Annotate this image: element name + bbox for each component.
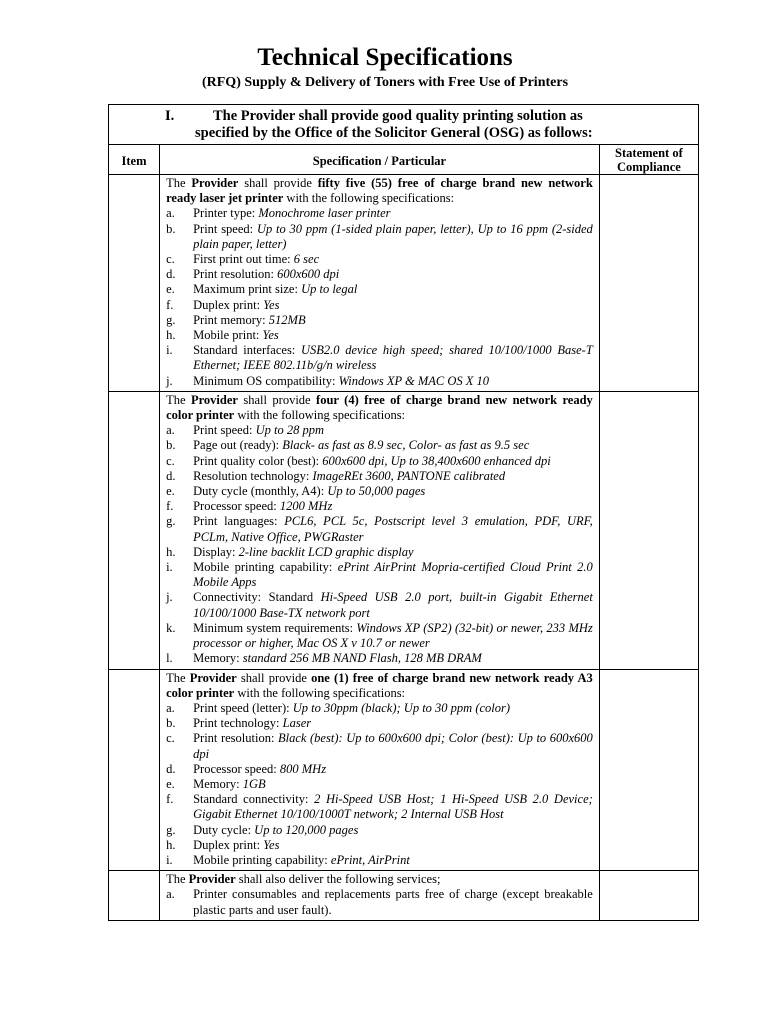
column-header-statement (599, 145, 698, 175)
intro-segment: shall provide (238, 176, 318, 190)
spec-label: Standard connectivity: (193, 792, 315, 807)
spec-value: 600x600 dpi, Up to 38,400x600 enhanced dpi (322, 453, 551, 468)
table-row (109, 391, 699, 669)
statement-of-compliance-cell (599, 391, 698, 669)
spec-value: 2 Hi-Speed USB Host; 1 Hi-Speed USB 2.0 Device; Gigabit Ethernet 10/100/1000T network; 2 Internal USB Host (193, 792, 593, 822)
list-item (166, 423, 593, 438)
list-marker: g. (166, 822, 176, 837)
list-item (166, 328, 593, 343)
spec-label: Resolution technology: (193, 468, 313, 483)
intro-segment: Provider (188, 872, 236, 887)
list-item (166, 313, 593, 328)
list-item-text (193, 469, 593, 484)
statement-of-compliance-cell (599, 669, 698, 871)
list-marker: e. (166, 282, 175, 297)
spec-value: ePrint, AirPrint (330, 852, 410, 867)
spec-label: Mobile printing capability: (193, 852, 331, 867)
intro-segment: The (166, 176, 192, 190)
spec-value: Up to 30ppm (black); Up to 30 ppm (color) (292, 700, 511, 715)
list-item-text (193, 792, 593, 822)
list-marker: a. (166, 206, 175, 221)
list-marker: b. (166, 716, 176, 731)
specification-cell (160, 391, 600, 669)
list-item (166, 222, 593, 252)
intro-segment: The (166, 872, 189, 887)
spec-label: Mobile printing capability: (193, 560, 338, 575)
item-cell (109, 871, 160, 921)
specification-intro (166, 872, 593, 887)
list-item-text (193, 328, 593, 343)
spec-value: 800 MHz (279, 761, 327, 776)
intro-segment: Provider (189, 670, 237, 685)
specification-intro (166, 176, 593, 206)
list-item-text (193, 252, 593, 267)
list-item-text (193, 731, 593, 761)
list-item (166, 853, 593, 868)
spec-value: 1200 MHz (279, 499, 333, 514)
column-header-statement-line1: Statement of (615, 146, 683, 160)
intro-segment: fifty five (55) free of charge brand new network ready laser jet printer (166, 176, 593, 206)
item-cell (109, 669, 160, 871)
spec-label: Duty cycle (monthly, A4): (193, 484, 328, 499)
list-item-text (193, 838, 593, 853)
list-item (166, 716, 593, 731)
spec-label: Print technology: (193, 716, 283, 731)
column-header-statement-line2: Compliance (616, 160, 681, 174)
spec-label: Print quality color (best): (193, 453, 323, 468)
list-marker: j. (166, 590, 173, 605)
list-item (166, 560, 593, 590)
list-marker: c. (166, 731, 175, 746)
spec-value: Up to 120,000 pages (254, 822, 359, 837)
table-row (109, 871, 699, 921)
list-item-text (193, 716, 593, 731)
specification-cell (160, 669, 600, 871)
list-item (166, 267, 593, 282)
list-item (166, 792, 593, 822)
list-item (166, 469, 593, 484)
list-item (166, 282, 593, 297)
list-marker: c. (166, 252, 175, 267)
document-subtitle: (RFQ) Supply & Delivery of Toners with Free Use of Printers (201, 75, 569, 90)
list-marker: g. (166, 312, 176, 327)
specification-list (166, 423, 593, 666)
spec-value: Monochrome laser printer (258, 206, 391, 221)
list-item-text (193, 298, 593, 313)
section-header-row (109, 105, 699, 145)
list-item (166, 887, 593, 917)
list-item (166, 343, 593, 373)
list-item-text (193, 484, 593, 499)
spec-label: Page out (ready): (193, 438, 283, 453)
spec-value: 600x600 dpi (277, 267, 340, 282)
column-header-item: Item (109, 145, 160, 175)
list-marker: j. (166, 373, 173, 388)
specification-intro (166, 393, 593, 423)
list-marker: i. (166, 560, 173, 575)
spec-label: Print speed (letter): (193, 700, 293, 715)
list-item-text (193, 590, 593, 620)
list-marker: e. (166, 776, 175, 791)
list-item-text (193, 701, 593, 716)
list-item (166, 651, 593, 666)
spec-value: Windows XP (SP2) (32-bit) or newer, 233 MHz processor or higher, Mac OS X v 10.7 or newer (193, 620, 593, 651)
list-item (166, 838, 593, 853)
spec-value: Black- as fast as 8.9 sec, Color- as fast as 9.5 sec (282, 438, 530, 453)
spec-value: Up to 30 ppm (1-sided plain paper, letter), Up to 16 ppm (2-sided plain paper, letter) (193, 221, 593, 251)
list-marker: h. (166, 544, 176, 559)
spec-value: Windows XP & MAC OS X 10 (338, 373, 490, 388)
list-marker: c. (166, 453, 175, 468)
list-item-text (193, 454, 593, 469)
list-item-text (193, 545, 593, 560)
spec-label: Print speed: (193, 221, 257, 236)
list-marker: l. (166, 651, 173, 666)
intro-segment: The (166, 670, 190, 685)
spec-value: Yes (263, 837, 280, 852)
list-item-text (193, 282, 593, 297)
list-marker: a. (166, 423, 175, 438)
list-marker: d. (166, 761, 176, 776)
specification-cell (160, 871, 600, 921)
list-item (166, 252, 593, 267)
list-marker: d. (166, 267, 176, 282)
list-item (166, 762, 593, 777)
list-item (166, 206, 593, 221)
section-number: I. (165, 108, 175, 124)
section-heading-line2: specified by the Office of the Solicitor General (OSG) as follows: (195, 125, 593, 141)
spec-label: First print out time: (193, 252, 294, 267)
spec-label: Print languages: (193, 514, 285, 529)
list-item (166, 454, 593, 469)
intro-segment: Provider (190, 392, 238, 407)
list-item-text (193, 823, 593, 838)
spec-value: USB2.0 device high speed; shared 10/100/1000 Base-T Ethernet; IEEE 802.11b/g/n wireless (193, 343, 593, 373)
spec-label: Duplex print: (193, 837, 264, 852)
item-cell (109, 175, 160, 392)
spec-label: Processor speed: (193, 761, 280, 776)
list-item (166, 590, 593, 620)
list-item (166, 823, 593, 838)
list-item (166, 374, 593, 389)
list-marker: f. (166, 792, 174, 807)
item-cell (109, 391, 160, 669)
list-marker: h. (166, 837, 176, 852)
intro-segment: with the following specifications: (234, 685, 406, 700)
list-item-text (193, 343, 593, 373)
list-marker: e. (166, 484, 175, 499)
table-row (109, 175, 699, 392)
list-item (166, 777, 593, 792)
spec-label: Memory: (193, 651, 243, 666)
spec-value: ImageREt 3600, PANTONE calibrated (312, 468, 506, 483)
table-row (109, 669, 699, 871)
list-marker: i. (166, 852, 173, 867)
spec-value: Black (best): Up to 600x600 dpi; Color (best): Up to 600x600 dpi (193, 731, 593, 761)
list-marker: i. (166, 343, 173, 358)
column-header-row (109, 145, 699, 175)
spec-value: ePrint AirPrint Mopria-certified Cloud Print 2.0 Mobile Apps (193, 560, 593, 590)
list-marker: f. (166, 297, 174, 312)
spec-label: Print resolution: (193, 731, 278, 746)
spec-label: Printer type: (193, 206, 259, 221)
list-marker: k. (166, 620, 176, 635)
table-body (109, 175, 699, 921)
list-item-text (193, 762, 593, 777)
intro-segment: with the following specifications: (234, 408, 406, 423)
list-item-text (193, 560, 593, 590)
list-marker: a. (166, 887, 175, 902)
list-item-text (193, 374, 593, 389)
list-item (166, 298, 593, 313)
spec-value: 1GB (242, 776, 266, 791)
spec-value: Laser (282, 716, 312, 731)
spec-value: standard 256 MB NAND Flash, 128 MB DRAM (242, 651, 482, 666)
specification-list (166, 887, 593, 917)
spec-value: 2-line backlit LCD graphic display (238, 544, 414, 559)
spec-label: Print memory: (193, 312, 269, 327)
document-title: Technical Specifications (257, 44, 513, 71)
list-item-text (193, 514, 593, 544)
list-item-text (193, 222, 593, 252)
spec-label: Minimum OS compatibility: (193, 373, 339, 388)
column-header-spec: Specification / Particular (160, 145, 600, 175)
list-item-text (193, 438, 593, 453)
list-item (166, 731, 593, 761)
spec-value: 512MB (268, 312, 306, 327)
specification-cell (160, 175, 600, 392)
specification-list (166, 206, 593, 388)
intro-segment: one (1) free of charge brand new network ready A3 color printer (166, 670, 593, 700)
list-item-text (193, 651, 593, 666)
list-marker: g. (166, 514, 176, 529)
spec-value: Yes (262, 328, 279, 343)
spec-label: Duty cycle: (193, 822, 255, 837)
spec-label: Printer consumables and replacements parts free of charge (except breakable plastic parts and user fault). (193, 887, 593, 917)
spec-label: Mobile print: (193, 328, 263, 343)
intro-segment: shall provide (237, 392, 317, 407)
spec-label: Print speed: (193, 423, 256, 438)
list-item-text (193, 206, 593, 221)
list-marker: b. (166, 438, 176, 453)
statement-of-compliance-cell (599, 175, 698, 392)
intro-segment: four (4) free of charge brand new network ready color printer (166, 392, 593, 423)
list-item-text (193, 887, 593, 917)
intro-segment: shall also deliver the following services; (235, 872, 441, 887)
list-item-text (193, 621, 593, 651)
list-item (166, 484, 593, 499)
spec-value: Hi-Speed USB 2.0 port, built-in Gigabit Ethernet 10/100/1000 Base-TX network port (193, 590, 593, 620)
spec-label: Processor speed: (193, 499, 280, 514)
spec-label: Connectivity: Standard (193, 590, 321, 605)
list-item-text (193, 853, 593, 868)
list-item-text (193, 777, 593, 792)
statement-of-compliance-cell (599, 871, 698, 921)
list-item (166, 514, 593, 544)
spec-label: Memory: (193, 776, 243, 791)
section-heading-line1: The Provider shall provide good quality printing solution as (213, 108, 583, 124)
spec-label: Duplex print: (193, 297, 264, 312)
list-marker: b. (166, 221, 176, 236)
list-item (166, 621, 593, 651)
list-item-text (193, 499, 593, 514)
spec-value: Up to 28 ppm (255, 423, 324, 438)
list-item (166, 438, 593, 453)
spec-value: PCL6, PCL 5c, Postscript level 3 emulation, PDF, URF, PCLm, Native Office, PWGRaster (193, 514, 593, 544)
spec-label: Minimum system requirements: (193, 620, 357, 635)
list-item-text (193, 423, 593, 438)
spec-label: Display: (193, 544, 239, 559)
specifications-table (108, 104, 699, 921)
section-heading (109, 105, 699, 145)
spec-label: Maximum print size: (193, 282, 302, 297)
list-marker: f. (166, 499, 174, 514)
spec-value: 6 sec (293, 252, 320, 267)
list-item (166, 499, 593, 514)
intro-segment: with the following specifications: (283, 191, 455, 206)
specification-intro (166, 671, 593, 701)
spec-value: Up to 50,000 pages (327, 484, 426, 499)
list-item (166, 545, 593, 560)
list-item (166, 701, 593, 716)
list-item-text (193, 313, 593, 328)
list-marker: d. (166, 468, 176, 483)
intro-segment: The (166, 392, 191, 407)
list-item-text (193, 267, 593, 282)
spec-label: Standard interfaces: (193, 343, 301, 358)
intro-segment: Provider (191, 176, 239, 190)
intro-segment: shall provide (236, 670, 312, 685)
specification-list (166, 701, 593, 868)
list-marker: a. (166, 700, 175, 715)
spec-value: Yes (263, 297, 280, 312)
spec-value: Up to legal (301, 282, 358, 297)
spec-label: Print resolution: (193, 267, 278, 282)
list-marker: h. (166, 328, 176, 343)
